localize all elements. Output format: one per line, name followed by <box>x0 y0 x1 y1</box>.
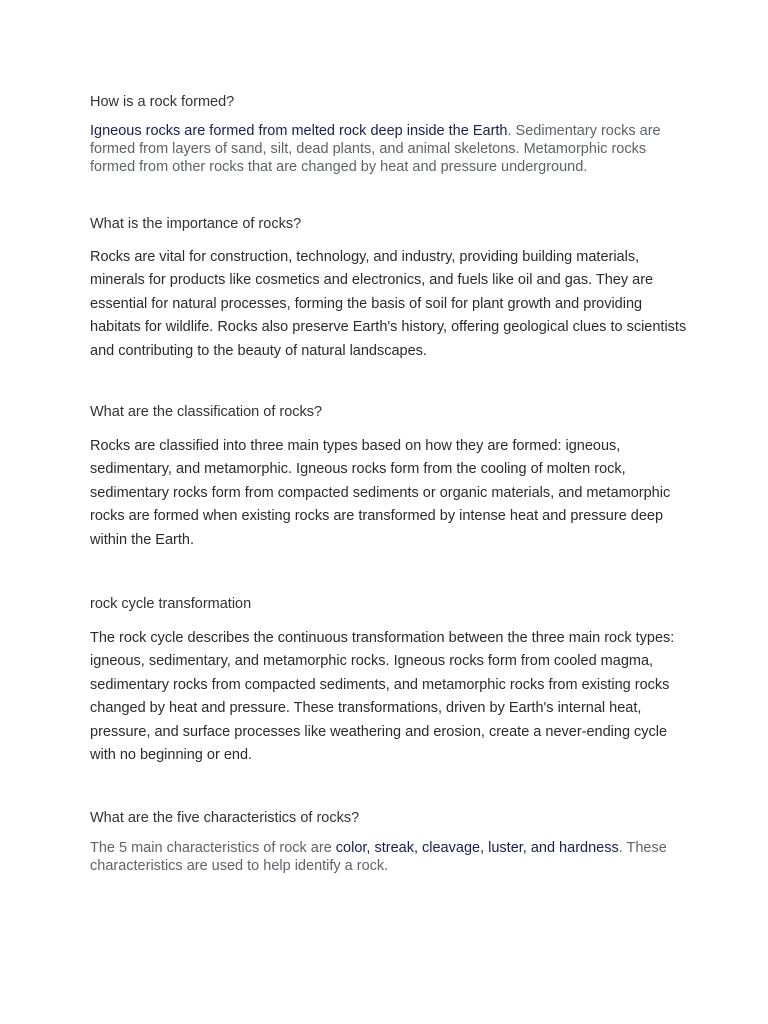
answer-highlight: color, streak, cleavage, luster, and hardness <box>335 840 619 856</box>
question-classification: What are the classification of rocks? <box>90 404 323 420</box>
question-characteristics: What are the five characteristics of rocks? <box>90 810 360 826</box>
answer-importance: Rocks are vital for construction, technology, and industry, providing building materials, minerals for products like cosmetics and electronics, and fuels like oil and gas. They are essential for natural processes, forming the basis of soil for plant growth and providing habitats for wildlife. Rocks also preserve Earth's history, offering geological clues to scientists and contributing to the beauty of natural landscapes. <box>90 249 687 359</box>
answer-highlight: Igneous rocks are formed from melted rock deep inside the Earth <box>90 123 508 139</box>
answer-text: . Sedimentary rocks are formed from layers of sand, silt, dead plants, and animal skeletons. Metamorphic rocks formed from other rocks that are changed by heat and pressure underground. <box>90 123 661 175</box>
question-importance: What is the importance of rocks? <box>90 216 302 232</box>
answer-rock-cycle: The rock cycle describes the continuous transformation between the three main rock types: igneous, sedimentary, and metamorphic rocks. Igneous rocks form from cooled magma, sedimentary rocks from compacted sediments, and metamorphic rocks from existing rocks changed by heat and pressure. These transformations, driven by Earth's internal heat, pressure, and surface processes like weathering and erosion, create a never-ending cycle with no beginning or end. <box>90 630 675 764</box>
answer-rock-formed <box>90 122 690 176</box>
question-rock-cycle: rock cycle transformation <box>90 596 252 612</box>
question-rock-formed: How is a rock formed? <box>90 94 235 110</box>
answer-characteristics <box>90 839 670 875</box>
answer-text: . These characteristics are used to help identify a rock. <box>90 840 667 874</box>
answer-classification: Rocks are classified into three main types based on how they are formed: igneous, sedimentary, and metamorphic. Igneous rocks form from the cooling of molten rock, sedimentary rocks form from compacted sediments or organic materials, and metamorphic rocks are formed when existing rocks are transformed by intense heat and pressure deep within the Earth. <box>90 438 671 548</box>
answer-text-prefix: The 5 main characteristics of rock are <box>90 840 336 856</box>
